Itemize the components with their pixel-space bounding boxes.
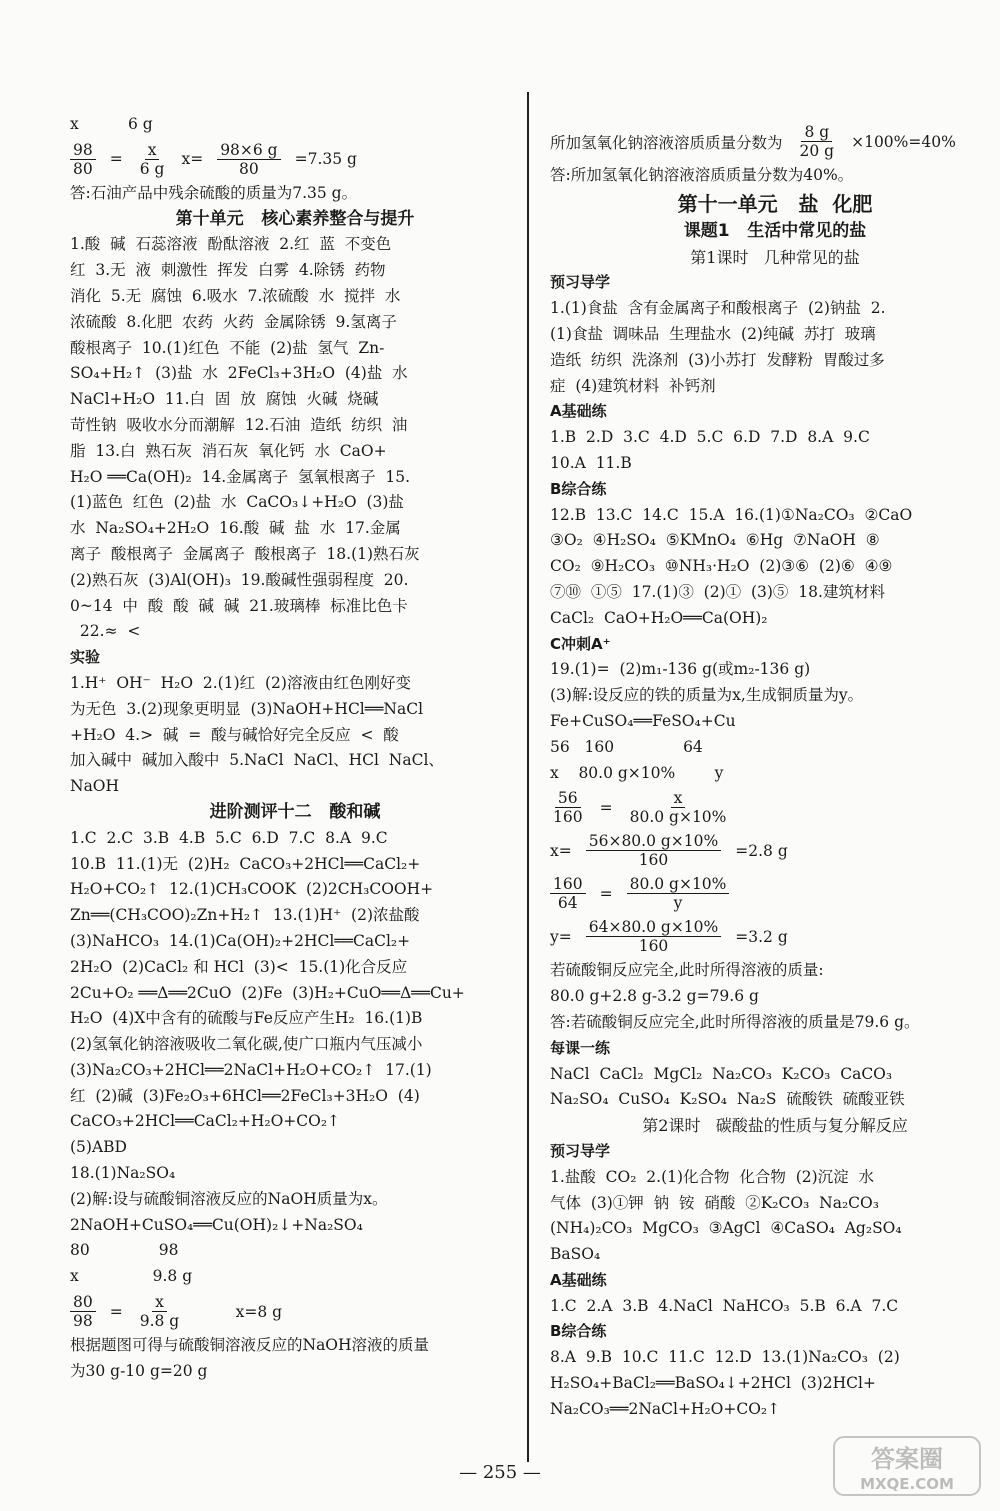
- text-line: H₂O+CO₂↑ 12.(1)CH₃COOK (2)2CH₃COOH+: [70, 880, 434, 899]
- fraction: $\frac{160}{64}$: [550, 875, 586, 912]
- text-line: CaCO₃+2HCl══CaCl₂+H₂O+CO₂↑: [70, 1112, 341, 1131]
- text-line: 12.B 13.C 14.C 15.A 16.(1)①Na₂CO₃ ②CaO: [550, 505, 913, 524]
- text-line: NaOH: [70, 777, 120, 796]
- text-line: 1.C 2.A 3.B 4.NaCl NaHCO₃ 5.B 6.A 7.C: [550, 1296, 899, 1315]
- text-line: 造纸 纺织 洗涤剂 (3)小苏打 发酵粉 胃酸过多: [550, 350, 885, 369]
- text-line: (2)熟石灰 (3)Al(OH)₃ 19.酸碱性强弱程度 20.: [70, 570, 409, 589]
- period-heading: 第2课时 碳酸盐的性质与复分解反应: [642, 1116, 908, 1136]
- equation: $\frac{160}{64}$ = $\frac{80.0 g\times 10\%}{y}$: [550, 872, 1000, 915]
- text-line: CaCl₂ CaO+H₂O══Ca(OH)₂: [550, 608, 768, 627]
- text-line: 答:石油产品中残余硫酸的质量为7.35 g。: [70, 183, 358, 202]
- text-line: 1.H⁺ OH⁻ H₂O 2.(1)红 (2)溶液由红色刚好变: [70, 673, 411, 692]
- text-line: 8.A 9.B 10.C 11.C 12.D 13.(1)Na₂CO₃ (2): [550, 1348, 900, 1367]
- section-label: A基础练: [550, 1270, 607, 1289]
- text-line: 1.B 2.D 3.C 4.D 5.C 6.D 7.D 8.A 9.C: [550, 428, 870, 447]
- text-line: 酸根离子 10.(1)红色 不能 (2)盐 氢气 Zn-: [70, 338, 385, 357]
- text-line: ③O₂ ④H₂SO₄ ⑤KMnO₄ ⑥Hg ⑦NaOH ⑧: [550, 531, 880, 550]
- text-line: 1.(1)食盐 含有金属离子和酸根离子 (2)钠盐 2.: [550, 299, 886, 318]
- equation: y= $\frac{64\times 80.0 g\times 10\%}{160}$ =3.2 g: [550, 918, 788, 956]
- text-line: 1.C 2.C 3.B 4.B 5.C 6.D 7.C 8.A 9.C: [70, 828, 388, 847]
- fraction: $\frac{98\times 6 g}{80}$: [217, 141, 280, 178]
- text-line: CO₂ ⑨H₂CO₃ ⑩NH₃·H₂O (2)③⑥ (2)⑥ ④⑨: [550, 557, 893, 576]
- text-line: SO₄+H₂↑ (3)盐 水 2FeCl₃+3H₂O (4)盐 水: [70, 364, 408, 383]
- text-line: NaCl+H₂O 11.白 固 放 腐蚀 火碱 烧碱: [70, 390, 379, 409]
- fraction: $\frac{64\times 80.0 g\times 10\%}{160}$: [586, 918, 722, 955]
- answer-block: [550, 1062, 1000, 1114]
- left-column: [70, 112, 520, 1385]
- answer-block: [550, 958, 1000, 1035]
- fraction: $\frac{56}{160}$: [553, 789, 583, 827]
- text-line: 气体 (3)①钾 钠 铵 硝酸 ②K₂CO₃ Na₂CO₃: [550, 1193, 879, 1212]
- text-line: (3)NaHCO₃ 14.(1)Ca(OH)₂+2HCl══CaCl₂+: [70, 931, 411, 950]
- section-label: C冲刺A⁺: [550, 634, 611, 653]
- text-line: 18.(1)Na₂SO₄: [70, 1164, 176, 1183]
- text-line: 2Cu+O₂ ══Δ══2CuO (2)Fe (3)H₂+CuO══Δ══Cu+: [70, 983, 465, 1002]
- text-line: 56 160 64: [550, 737, 703, 756]
- text-line: 10.B 11.(1)无 (2)H₂ CaCO₃+2HCl══CaCl₂+: [70, 854, 421, 873]
- text-line: 水 Na₂SO₄+2H₂O 16.酸 碱 盐 水 17.金属: [70, 519, 401, 538]
- section-label: B综合练: [550, 479, 607, 498]
- watermark-logo: [832, 1435, 982, 1497]
- text-line: 22.≈ <: [70, 622, 141, 641]
- text-line: +H₂O 4.> 碱 = 酸与碱恰好完全反应 < 酸: [70, 725, 399, 744]
- equation: 所加氢氧化钠溶液溶质质量分数为 $\frac{8 g}{20 g}$ ×100%=40%: [550, 123, 956, 160]
- period-heading: 第1课时 几种常见的盐: [690, 247, 860, 267]
- svg-text:MXQE.COM: MXQE.COM: [860, 1475, 954, 1493]
- svg-text:答案圈: 答案圈: [871, 1445, 943, 1473]
- answer-block: [550, 1345, 1000, 1422]
- text-line: 2NaOH+CuSO₄══Cu(OH)₂↓+Na₂SO₄: [70, 1215, 363, 1234]
- answer-block: [550, 1165, 1000, 1268]
- text-line: 根据题图可得与硫酸铜溶液反应的NaOH溶液的质量: [70, 1336, 430, 1355]
- answer-block: [70, 826, 520, 1290]
- text-line: Fe+CuSO₄══FeSO₄+Cu: [550, 711, 736, 730]
- text-line: Zn══(CH₃COO)₂Zn+H₂↑ 13.(1)H⁺ (2)浓盐酸: [70, 906, 420, 925]
- text-line: 19.(1)= (2)m₁-136 g(或m₂-136 g): [550, 660, 811, 679]
- text-line: 答:若硫酸铜反应完全,此时所得溶液的质量是79.6 g。: [550, 1012, 920, 1031]
- equation: $\frac{98}{80}$ = $\frac{x}{6 g}$ x= $\frac{98\times 6 g}{80}$ =7.35 g: [70, 138, 520, 181]
- fraction: $\frac{x}{9.8 g}$: [139, 1293, 180, 1331]
- text-line: 0~14 中 酸 酸 碱 碱 21.玻璃棒 标准比色卡: [70, 596, 408, 615]
- text-line: (NH₄)₂CO₃ MgCO₃ ③AgCl ④CaSO₄ Ag₂SO₄: [550, 1219, 902, 1238]
- text-line: 80.0 g+2.8 g-3.2 g=79.6 g: [550, 987, 759, 1006]
- fraction: $\frac{56\times 80.0 g\times 10\%}{160}$: [586, 832, 722, 869]
- text-line: H₂O (4)X中含有的硫酸与Fe反应产生H₂ 16.(1)B: [70, 1009, 423, 1028]
- text-line: 加入碱中 碱加入酸中 5.NaCl NaCl、HCl NaCl、: [70, 751, 444, 770]
- text-line: 若硫酸铜反应完全,此时所得溶液的质量:: [550, 961, 824, 980]
- fraction: $\frac{x}{80.0 g\times 10\%}$: [629, 789, 727, 827]
- text-line: 消化 5.无 腐蚀 6.吸水 7.浓硫酸 水 搅拌 水: [70, 286, 401, 305]
- text-line: x 6 g: [70, 115, 153, 133]
- section-label: 预习导学: [550, 1141, 611, 1160]
- fraction: $\frac{x}{6 g}$: [139, 140, 165, 178]
- text-line: Na₂CO₃══2NaCl+H₂O+CO₂↑: [550, 1399, 781, 1418]
- text-line: 苛性钠 吸收水分而潮解 12.石油 造纸 纺织 油: [70, 415, 408, 434]
- text-line: (1)蓝色 红色 (2)盐 水 CaCO₃↓+H₂O (3)盐: [70, 493, 404, 512]
- text-line: ⑦⑩ ①⑤ 17.(1)③ (2)① (3)⑤ 18.建筑材料: [550, 582, 885, 601]
- answer-block: [550, 657, 1000, 786]
- answer-block: [550, 425, 1000, 477]
- text-line: (5)ABD: [70, 1138, 127, 1157]
- right-column: [550, 120, 1000, 1423]
- answer-block: [70, 1333, 520, 1385]
- text-line: 红 (2)碱 (3)Fe₂O₃+6HCl══2FeCl₃+3H₂O (4): [70, 1086, 420, 1105]
- section-label: 实验: [70, 648, 101, 667]
- text-line: 脂 13.白 熟石灰 消石灰 氧化钙 水 CaO+: [70, 441, 387, 460]
- answer-block: [550, 1294, 1000, 1320]
- page-number: — 255 —: [459, 1462, 541, 1483]
- equation: $\frac{56}{160}$ = $\frac{x}{80.0 g\times 10\%}$: [550, 786, 1000, 829]
- section-label: 预习导学: [550, 273, 611, 292]
- text-line: x 80.0 g×10% y: [550, 763, 724, 782]
- text-line: 1.酸 碱 石蕊溶液 酚酞溶液 2.红 蓝 不变色: [70, 235, 392, 254]
- text-line: 症 (4)建筑材料 补钙剂: [550, 376, 716, 395]
- answer-block: [550, 296, 1000, 399]
- equation: $\frac{80}{98}$ = $\frac{x}{9.8 g}$ x=8 g: [70, 1290, 520, 1333]
- text-line: H₂O ══Ca(OH)₂ 14.金属离子 氢氧根离子 15.: [70, 467, 411, 486]
- text-line: 1.盐酸 CO₂ 2.(1)化合物 化合物 (2)沉淀 水: [550, 1167, 875, 1186]
- text-line: H₂SO₄+BaCl₂══BaSO₄↓+2HCl (3)2HCl+: [550, 1374, 876, 1393]
- fraction: $\frac{98}{80}$: [70, 141, 96, 178]
- text-line: 2H₂O (2)CaCl₂ 和 HCl (3)< 15.(1)化合反应: [70, 957, 408, 976]
- text-line: (2)氢氧化钠溶液吸收二氧化碳,使广口瓶内气压减小: [70, 1035, 423, 1054]
- text-line: BaSO₄: [550, 1245, 601, 1264]
- text-line: x 9.8 g: [70, 1267, 193, 1286]
- fraction: $\frac{8 g}{20 g}$: [799, 123, 835, 160]
- section-label: 每课一练: [550, 1038, 611, 1057]
- text-line: 红 3.无 液 刺激性 挥发 白雾 4.除锈 药物: [70, 261, 386, 280]
- text-line: 离子 酸根离子 金属离子 酸根离子 18.(1)熟石灰: [70, 544, 420, 563]
- lesson-heading: 课题1 生活中常见的盐: [683, 220, 867, 241]
- answer-block: [70, 232, 520, 645]
- answer-block: [70, 671, 520, 800]
- text-line: (3)Na₂CO₃+2HCl══2NaCl+H₂O+CO₂↑ 17.(1): [70, 1060, 432, 1079]
- text-line: (1)食盐 调味品 生理盐水 (2)纯碱 苏打 玻璃: [550, 324, 876, 343]
- equation: x= $\frac{56\times 80.0 g\times 10\%}{160}$ =2.8 g: [550, 832, 788, 870]
- text-line: 10.A 11.B: [550, 453, 632, 472]
- text-line: Na₂SO₄ CuSO₄ K₂SO₄ Na₂S 硫酸铁 硫酸亚铁: [550, 1090, 905, 1109]
- text-line: 答:所加氢氧化钠溶液溶质质量分数为40%。: [550, 166, 854, 184]
- text-line: NaCl CaCl₂ MgCl₂ Na₂CO₃ K₂CO₃ CaCO₃: [550, 1064, 893, 1083]
- unit-heading: 进阶测评十二 酸和碱: [209, 801, 381, 822]
- section-label: A基础练: [550, 402, 607, 421]
- text-line: 为无色 3.(2)现象更明显 (3)NaOH+HCl══NaCl: [70, 699, 424, 718]
- text-line: 为30 g-10 g=20 g: [70, 1361, 208, 1380]
- column-divider: [527, 92, 529, 1462]
- text-line: 80 98: [70, 1241, 179, 1260]
- answer-block: [550, 503, 1000, 632]
- section-label: B综合练: [550, 1322, 607, 1341]
- unit-heading: 第十一单元 盐 化肥: [677, 191, 873, 216]
- text-line: (3)解:设反应的铁的质量为x,生成铜质量为y。: [550, 686, 864, 705]
- fraction: $\frac{80.0 g\times 10\%}{y}$: [627, 875, 730, 912]
- text-line: (2)解:设与硫酸铜溶液反应的NaOH质量为x。: [70, 1189, 388, 1208]
- fraction: $\frac{80}{98}$: [70, 1293, 96, 1330]
- unit-heading: 第十单元 核心素养整合与提升: [175, 208, 415, 229]
- text-line: 浓硫酸 8.化肥 农药 火药 金属除锈 9.氢离子: [70, 312, 397, 331]
